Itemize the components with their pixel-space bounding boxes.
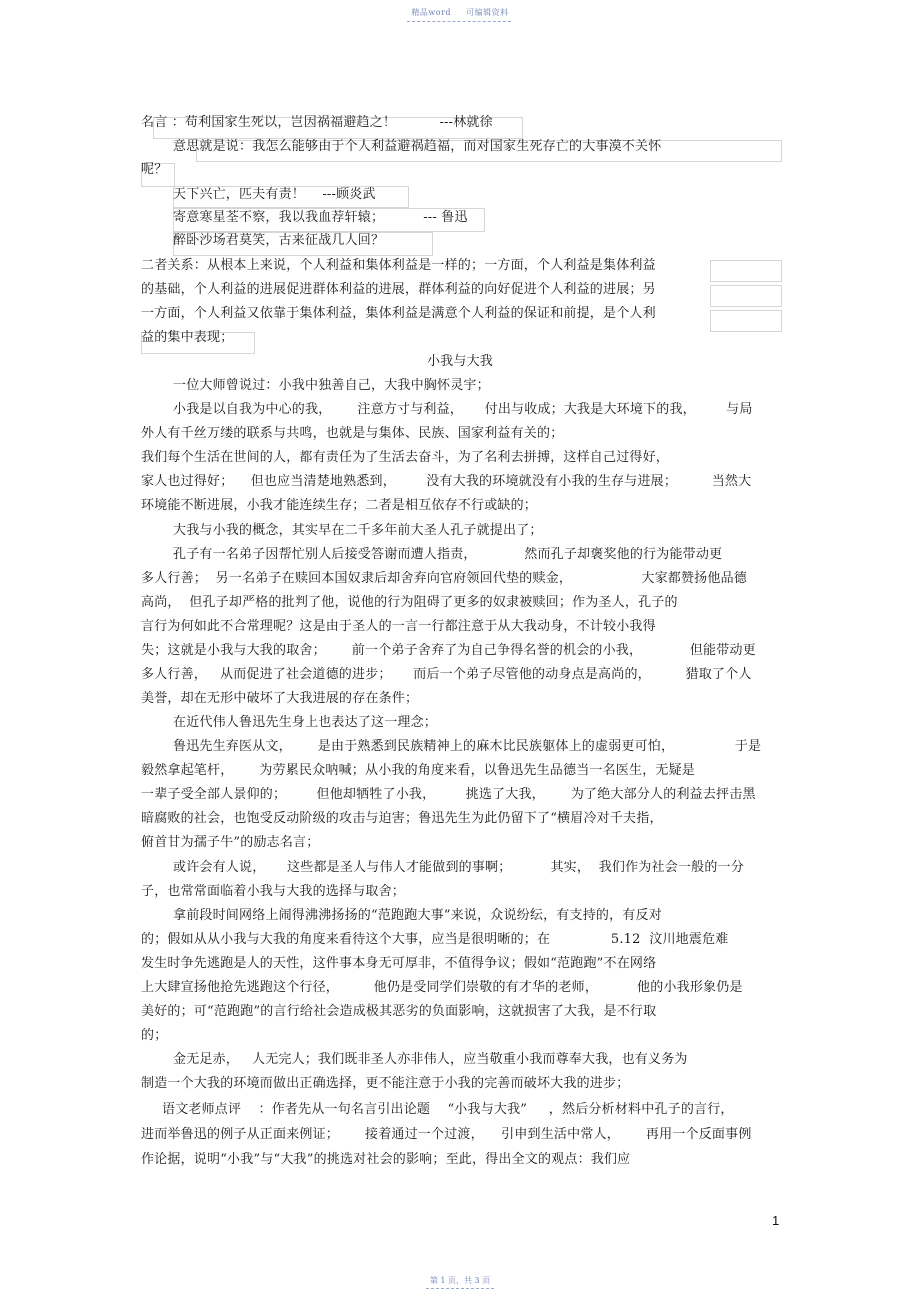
text-line: 家人也过得好； 但也应当清楚地熟悉到， 没有大我的环境就没有小我的生存与进展； 当然大 (141, 474, 752, 489)
text-line: 寄意寒星荃不察，我以我血荐轩辕； --- 鲁迅 (173, 210, 468, 225)
text-line: 我们每个生活在世间的人，都有责任为了生活去奋斗，为了名利去拼搏，这样自己过得好， (141, 450, 670, 465)
text-line: 子，也常常面临着小我与大我的选择与取舍； (141, 884, 406, 899)
text-line: 制造一个大我的环境而做出正确选择，更不能注意于小我的完善而破坏大我的进步； (141, 1076, 630, 1091)
text-line: 高尚， 但孔子却严格的批判了他，说他的行为阻碍了更多的奴隶被赎回；作为圣人，孔子的 (141, 595, 678, 610)
text-line: 环境能不断进展，小我才能连续生存；二者是相互依存不行或缺的； (141, 498, 538, 513)
text-line: 天下兴亡，匹夫有责！ ---顾炎武 (173, 187, 376, 202)
text-line: 鲁迅先生弃医从文， 是由于熟悉到民族精神上的麻木比民族躯体上的虚弱更可怕， 于是 (173, 739, 762, 754)
text-line: 一位大师曾说过：小我中独善自己，大我中胸怀灵宇； (173, 378, 490, 393)
text-line: 言行为何如此不合常理呢？这是由于圣人的一言一行都注意于从大我动身，不计较小我得 (141, 619, 656, 634)
text-line: 孔子有一名弟子因帮忙别人后接受答谢而遭人指责， 然而孔子却褒奖他的行为能带动更 (173, 547, 723, 562)
text-line: 俯首甘为孺子牛”的励志名言； (141, 835, 320, 850)
text-line: 呢？ (141, 162, 168, 177)
text-line: 失；这就是小我与大我的取舍； 前一个弟子舍弃了为自己争得名誉的机会的小我， 但能带动更 (141, 643, 756, 658)
text-line: 进而举鲁迅的例子从正面来例证； 接着通过一个过渡， 引申到生活中常人， 再用一个反面事例 (141, 1127, 752, 1142)
page-header (0, 7, 920, 18)
field-box (710, 285, 782, 307)
text-line: 醉卧沙场君莫笑，古来征战几人回？ (173, 233, 385, 248)
text-line: 的基础，个人利益的进展促进群体利益的进展，群体利益的向好促进个人利益的进展；另 (141, 282, 656, 297)
footer-divider (426, 1288, 494, 1289)
text-line: 名言 ：苟利国家生死以，岂因祸福避趋之！ ---林就徐 (141, 115, 493, 130)
text-line: 一方面，个人利益又依靠于集体利益，集体利益是满意个人利益的保证和前提，是个人利 (141, 306, 656, 321)
text-line: 暗腐败的社会，也饱受反动阶级的攻击与迫害；鲁迅先生为此仍留下了“横眉冷对千夫指， (141, 811, 663, 826)
text-line: 二者关系：从根本上来说，个人利益和集体利益是一样的；一方面，个人利益是集体利益 (141, 258, 656, 273)
text-line: 或许会有人说， 这些都是圣人与伟人才能做到的事啊； 其实， 我们作为社会一般的一分 (173, 860, 744, 875)
text-line: 语文老师点评 ：作者先从一句名言引出论题 “小我与大我” ，然后分析材料中孔子的言行， (162, 1102, 734, 1117)
text-line: 发生时争先逃跑是人的天性，这件事本身无可厚非，不值得争议；假如“范跑跑”不在网络 (141, 956, 657, 971)
field-box (710, 310, 782, 332)
header-divider (407, 21, 511, 22)
page-number: 1 (772, 1213, 780, 1228)
text-line: 美好的；可“范跑跑”的言行给社会造成极其恶劣的负面影响，这就损害了大我，是不行取 (141, 1004, 657, 1019)
text-line: 作论据，说明“小我”与“大我”的挑选对社会的影响；至此，得出全文的观点：我们应 (141, 1152, 631, 1167)
text-line: 美誉，却在无形中破坏了大我进展的存在条件； (141, 691, 419, 706)
text-line: 毅然拿起笔杆， 为劳累民众呐喊；从小我的角度来看，以鲁迅先生品德当一名医生，无疑是 (141, 763, 695, 778)
text-line: 意思就是说：我怎么能够由于个人利益避祸趋福，而对国家生死存亡的大事漠不关怀 (173, 139, 662, 154)
text-line: 的； (141, 1028, 168, 1043)
text-line: 益的集中表现； (141, 330, 234, 345)
text-line: 大我与小我的概念，其实早在二千多年前大圣人孔子就提出了； (173, 523, 543, 538)
text-line: 上大肆宣扬他抢先逃跑这个行径， 他仍是受同学们崇敬的有才华的老师， 他的小我形象仍是 (141, 980, 743, 995)
header-right-text: 可编辑资料 (466, 8, 509, 17)
header-left-text: 精品word (411, 8, 452, 17)
text-line: 拿前段时间网络上闹得沸沸扬扬的“范跑跑大事”来说，众说纷纭，有支持的，有反对 (173, 908, 662, 923)
text-line: 多人行善， 从而促进了社会道德的进步； 而后一个弟子尽管他的动身点是高尚的， 猎取了个人 (141, 667, 752, 682)
text-line: 外人有千丝万缕的联系与共鸣，也就是与集体、民族、国家利益有关的； (141, 426, 564, 441)
text-line: 的；假如从从小我与大我的角度来看待这个大事，应当是很明晰的；在 5.12 汶川地震危难 (141, 932, 729, 947)
field-box (710, 260, 782, 282)
page-footer: 第 1 页，共 3 页 (429, 1276, 491, 1285)
text-line: 金无足赤， 人无完人；我们既非圣人亦非伟人，应当敬重小我而尊奉大我，也有义务为 (173, 1052, 688, 1067)
essay-title: 小我与大我 (426, 354, 493, 369)
text-line: 在近代伟人鲁迅先生身上也表达了这一理念； (173, 715, 438, 730)
text-line: 多人行善； 另一名弟子在赎回本国奴隶后却舍弃向官府领回代垫的赎金， 大家都赞扬他品德 (141, 571, 747, 586)
text-line: 一辈子受全部人景仰的； 但他却牺牲了小我， 挑选了大我， 为了绝大部分人的利益去抨击黑 (141, 787, 756, 802)
text-line: 小我是以自我为中心的我， 注意方寸与利益， 付出与收成；大我是大环境下的我， 与局 (173, 402, 753, 417)
